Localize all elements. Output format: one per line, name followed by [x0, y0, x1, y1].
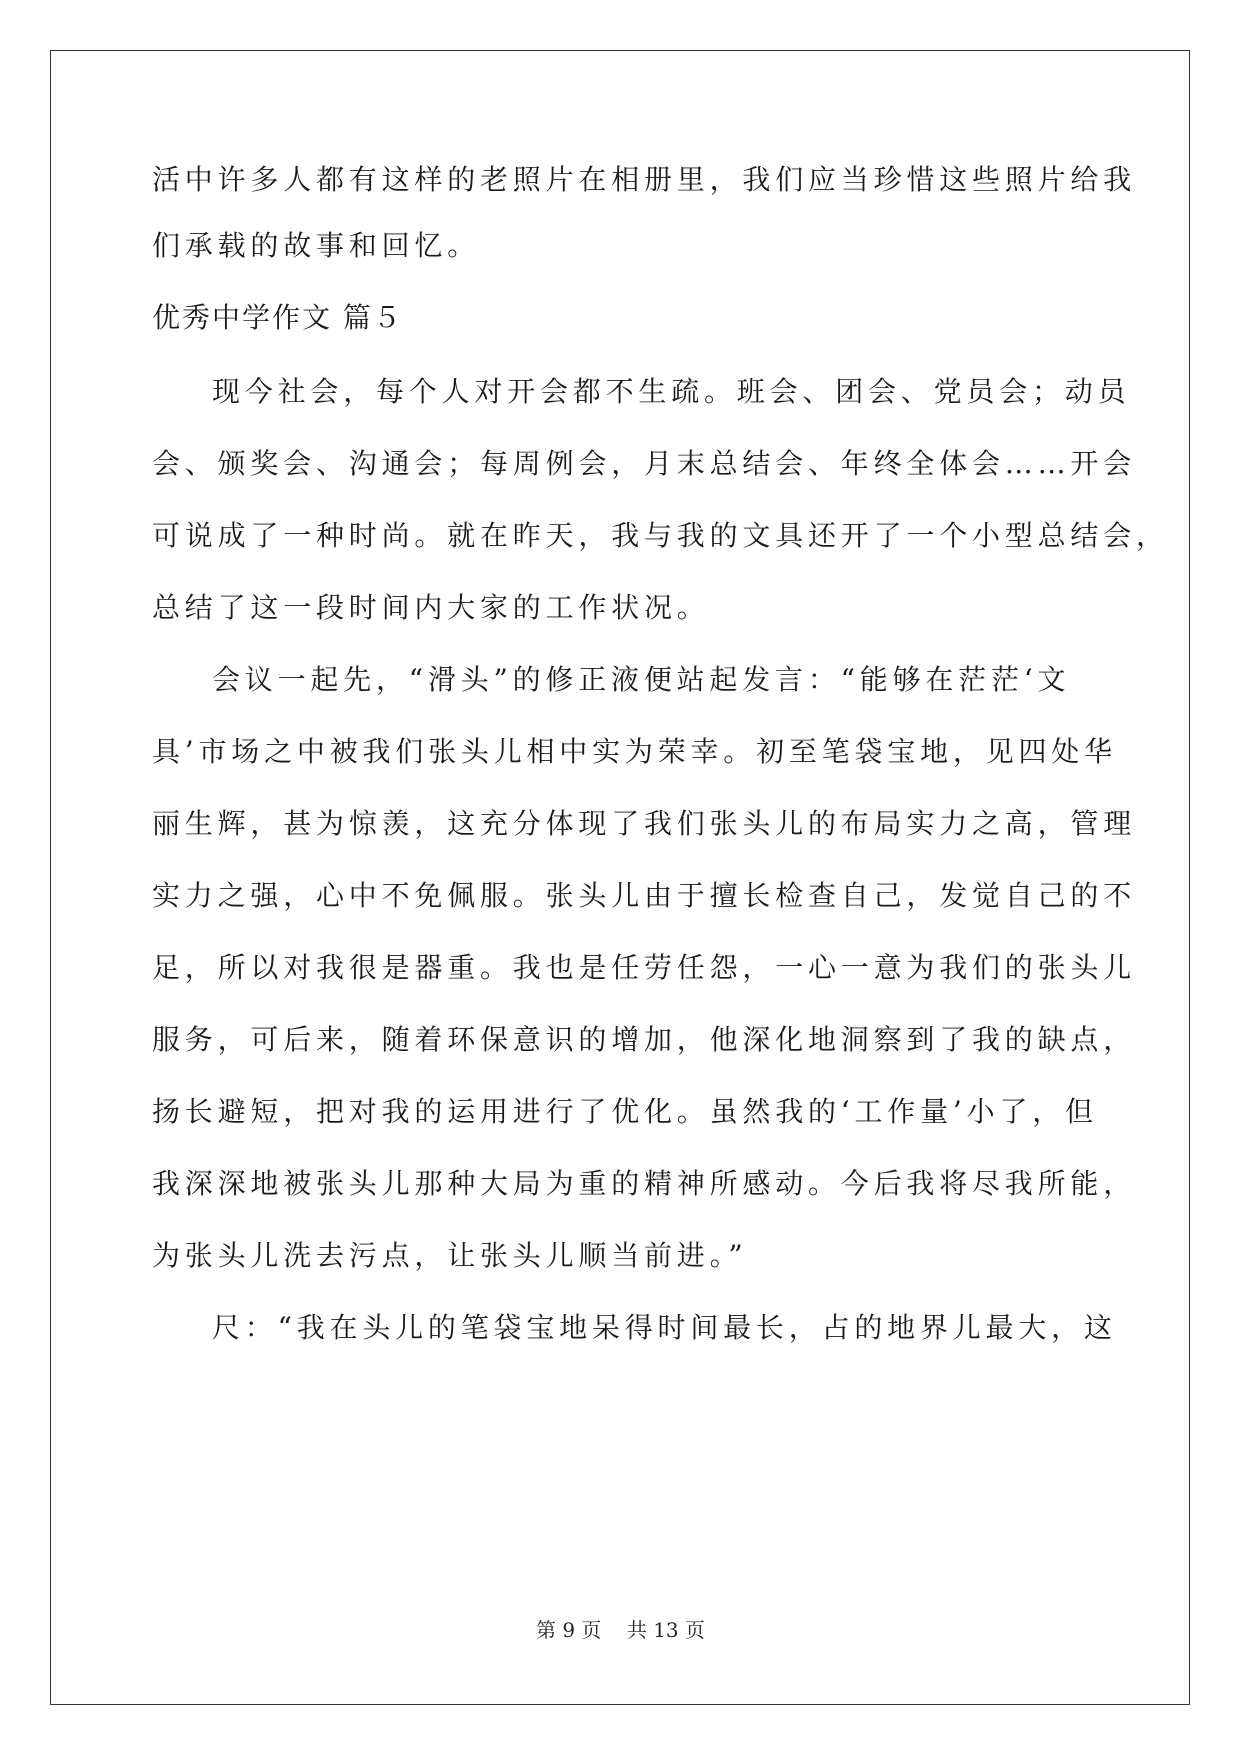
text-line: 足，所以对我很是器重。我也是任劳任怨，一心一意为我们的张头儿	[152, 951, 1137, 984]
text-line: 扬长避短，把对我的运用进行了优化。虽然我的‘工作量’小了，但	[152, 1095, 1098, 1128]
text-line: 服务，可后来，随着环保意识的增加，他深化地洞察到了我的缺点，	[152, 1023, 1137, 1056]
section-heading: 优秀中学作文 篇５	[152, 301, 403, 334]
page-number-footer: 第 9 页 共 13 页	[535, 1618, 706, 1642]
text-line: 我深深地被张头儿那种大局为重的精神所感动。今后我将尽我所能，	[152, 1167, 1137, 1200]
text-line: 丽生辉，甚为惊羡，这充分体现了我们张头儿的布局实力之高，管理	[152, 807, 1137, 840]
text-line: 现今社会，每个人对开会都不生疏。班会、团会、党员会；动员	[212, 375, 1131, 408]
text-line: 为张头儿洗去污点，让张头儿顺当前进。”	[152, 1239, 748, 1272]
text-line: 们承载的故事和回忆。	[152, 229, 481, 262]
text-line: 具’市场之中被我们张头儿相中实为荣幸。初至笔袋宝地，见四处华	[152, 735, 1117, 768]
text-line: 总结了这一段时间内大家的工作状况。	[152, 591, 710, 624]
text-line: 可说成了一种时尚。就在昨天，我与我的文具还开了一个小型总结会，	[152, 519, 1169, 552]
text-line: 实力之强，心中不免佩服。张头儿由于擅长检查自己，发觉自己的不	[152, 879, 1137, 912]
text-line: 尺：“我在头儿的笔袋宝地呆得时间最长，占的地界儿最大，这	[212, 1311, 1117, 1344]
text-line: 会议一起先，“滑头”的修正液便站起发言：“能够在茫茫‘文	[212, 663, 1071, 696]
text-line: 活中许多人都有这样的老照片在相册里，我们应当珍惜这些照片给我	[152, 163, 1137, 196]
text-line: 会、颁奖会、沟通会；每周例会，月末总结会、年终全体会……开会	[152, 447, 1137, 480]
